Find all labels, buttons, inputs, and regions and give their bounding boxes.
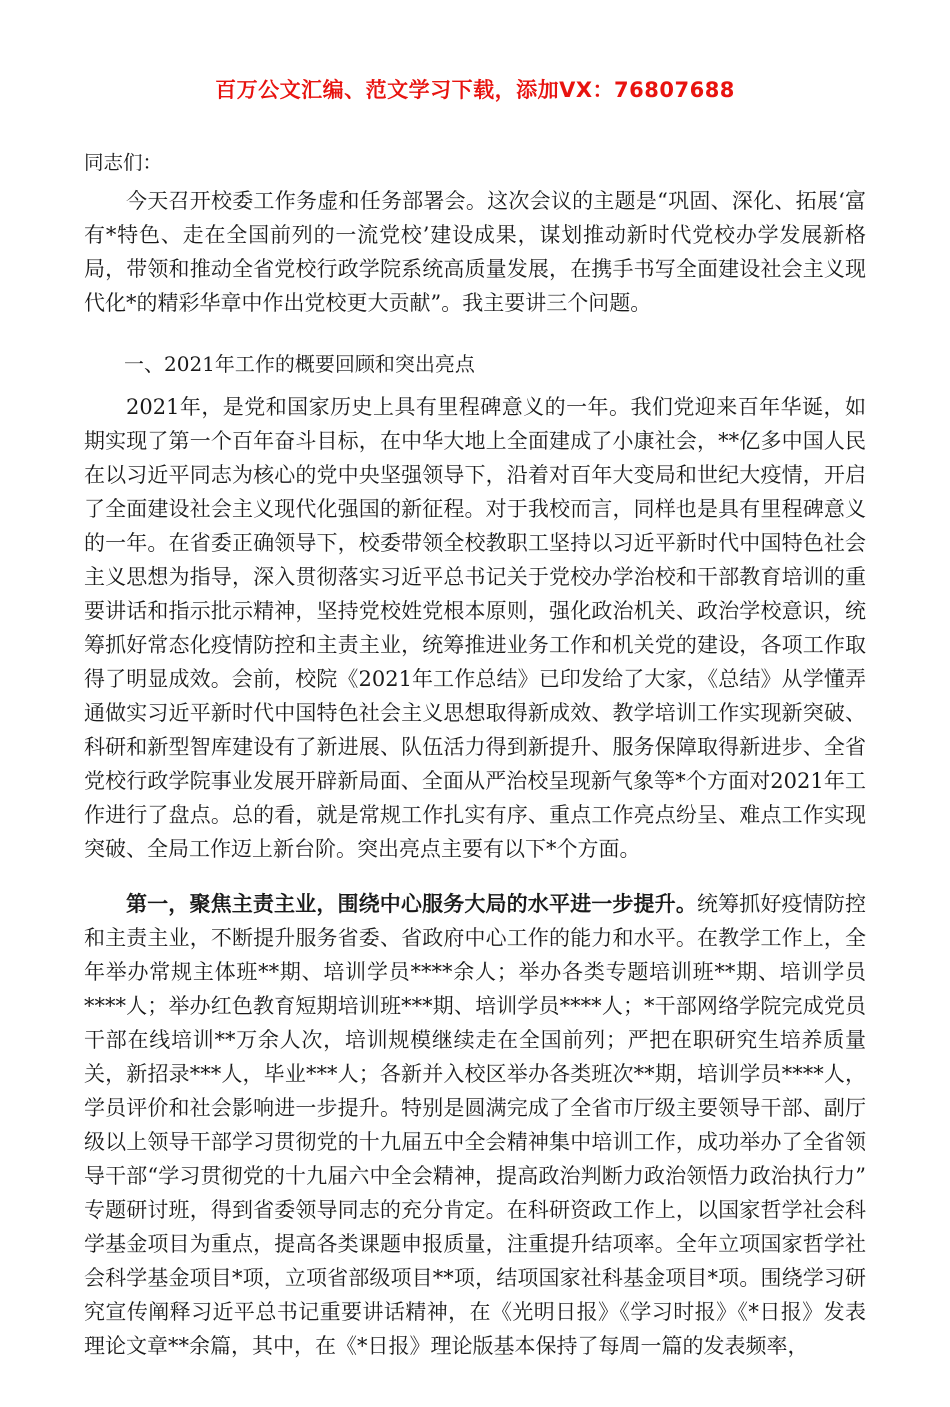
section-heading-one: 一、2021年工作的概要回顾和突出亮点: [124, 352, 475, 377]
spacer: [84, 871, 866, 887]
paragraph-point-one: [84, 887, 866, 1363]
salutation: 同志们：: [84, 151, 163, 174]
promo-banner: 百万公文汇编、范文学习下载，添加VX：76807688: [215, 78, 735, 102]
spacer: [84, 324, 866, 334]
point-one-rest: 统筹抓好疫情防控和主责主业，不断提升服务省委、省政府中心工作的能力和水平。在教学工作上，全年举办常规主体班**期、培训学员****余人；举办各类专题培训班**期、培训学员****人；举办红色教育短期培训班***期、培训学员****人；*干部网络学院完成党员干部在线培训**万余人次，培训规模继续走在全国前列；严把在职研究生培养质量关，新招录***人，毕业***人；各新并入校区举办各类班次**期，培训学员****人，学员评价和社会影响进一步提升。特别是圆满完成了全省市厅级主要领导干部、副厅级以上领导干部学习贯彻党的十九届五中全会精神集中培训工作，成功举办了全省领导干部“学习贯彻党的十九届六中全会精神，提高政治判断力政治领悟力政治执行力”专题研讨班，得到省委领导同志的充分肯定。在科研资政工作上，以国家哲学社会科学基金项目为重点，提高各类课题申报质量，注重提升结项率。全年立项国家哲学社会科学基金项目*项，立项省部级项目**项，结项国家社科基金项目*项。围绕学习研究宣传阐释习近平总书记重要讲话精神，在《光明日报》《学习时报》《*日报》发表理论文章**余篇，其中，在《*日报》理论版基本保持了每周一篇的发表频率，: [84, 891, 866, 1358]
point-one-lead: 第一，聚焦主责主业，围绕中心服务大局的水平进一步提升。: [126, 890, 697, 916]
paragraph-intro: 今天召开校委工作务虚和任务部署会。这次会议的主题是“巩固、深化、拓展‘富有*特色、走在全国前列的一流党校’建设成果，谋划推动新时代党校办学发展新格局，带领和推动全省党校行政学院系统高质量发展，在携手书写全面建设社会主义现代化*的精彩华章中作出党校更大贡献”。我主要讲三个问题。: [84, 189, 866, 316]
paragraph-year-review: 2021年，是党和国家历史上具有里程碑意义的一年。我们党迎来百年华诞，如期实现了第一个百年奋斗目标，在中华大地上全面建成了小康社会，**亿多中国人民在以习近平同志为核心的党中央坚强领导下，沿着对百年大变局和世纪大疫情，开启了全面建设社会主义现代化强国的新征程。对于我校而言，同样也是具有里程碑意义的一年。在省委正确领导下，校委带领全校教职工坚持以习近平新时代中国特色社会主义思想为指导，深入贯彻落实习近平总书记关于党校办学治校和干部教育培训的重要讲话和指示批示精神，坚持党校姓党根本原则，强化政治机关、政治学校意识，统筹抓好常态化疫情防控和主责主业，统筹推进业务工作和机关党的建设，各项工作取得了明显成效。会前，校院《2021年工作总结》已印发给了大家，《总结》从学懂弄通做实习近平新时代中国特色社会主义思想取得新成效、教学培训工作实现新突破、科研和新型智库建设有了新进展、队伍活力得到新提升、服务保障取得新进步、全省党校行政学院事业发展开辟新局面、全面从严治校呈现新气象等*个方面对2021年工作进行了盘点。总的看，就是常规工作扎实有序、重点工作亮点纷呈、难点工作实现突破、全局工作迈上新台阶。突出亮点主要有以下*个方面。: [84, 395, 866, 862]
